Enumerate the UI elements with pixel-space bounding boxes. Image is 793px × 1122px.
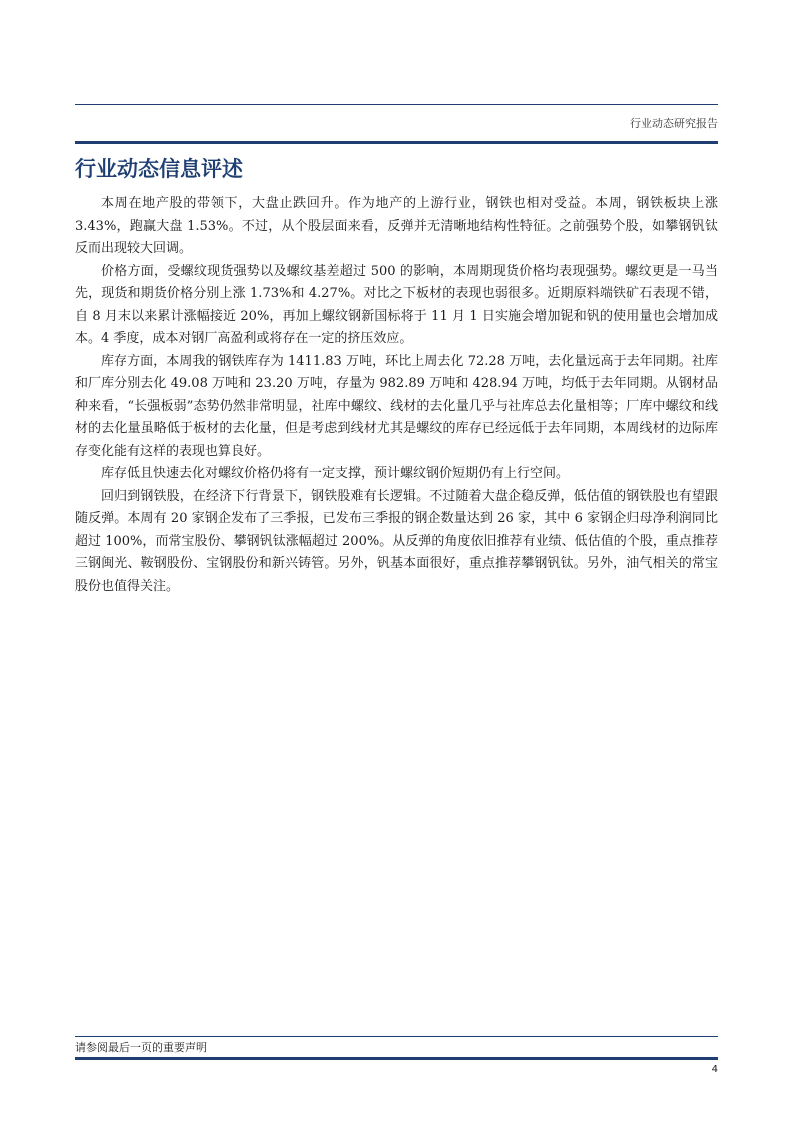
- disclaimer-note: 请参阅最后一页的重要声明: [75, 1041, 207, 1054]
- paragraph-inventory: 库存方面，本周我的钢铁库存为 1411.83 万吨，环比上周去化 72.28 万吨，去化量远高于去年同期。社库和厂库分别去化 49.08 万吨和 23.20 万吨，存量为 982.89 万吨和 428.94 万吨，均低于去年同期。从钢材品种来看，“长强板弱”态势仍然非常明显，社库中螺纹、线材的去化量几乎与社库总去化量相等；厂库中螺纹和线材的去化量虽略低于板材的去化量，但是考虑到线材尤其是螺纹的库存已经远低于去年同期，本周线材的边际库存变化能有这样的表现也算良好。: [75, 353, 718, 459]
- header-rule-thick: [75, 141, 718, 144]
- footer-rule-thick: [75, 1057, 718, 1060]
- paragraph-price: 价格方面，受螺纹现货强势以及螺纹基差超过 500 的影响，本周期现货价格均表现强势。螺纹更是一马当先，现货和期货价格分别上涨 1.73%和 4.27%。对比之下板材的表现也弱很多。近期原料端铁矿石表现不错，自 8 月末以来累计涨幅接近 20%，再加上螺纹钢新国标将于 11 月 1 日实施会增加铌和钒的使用量也会增加成本。4 季度，成本对钢厂高盈利或将存在一定的挤压效应。: [75, 263, 718, 346]
- paragraph-market-overview: 本周在地产股的带领下，大盘止跌回升。作为地产的上游行业，钢铁也相对受益。本周，钢铁板块上涨 3.43%，跑赢大盘 1.53%。不过，从个股层面来看，反弹并无清晰地结构性特征。之前强势个股，如攀钢钒钛反而出现较大回调。: [75, 196, 718, 256]
- report-type-label: 行业动态研究报告: [630, 117, 718, 130]
- paragraph-outlook: 库存低且快速去化对螺纹价格仍将有一定支撑，预计螺纹钢价短期仍有上行空间。: [101, 466, 570, 481]
- header-rule-thin: [75, 104, 718, 105]
- paragraph-stock-recommendation: 回归到钢铁股，在经济下行背景下，钢铁股难有长逻辑。不过随着大盘企稳反弹，低估值的钢铁股也有望跟随反弹。本周有 20 家钢企发布了三季报，已发布三季报的钢企数量达到 26 家，其中 6 家钢企归母净利润同比超过 100%，而常宝股份、攀钢钒钛涨幅超过 200%。从反弹的角度依旧推荐有业绩、低估值的个股，重点推荐三钢闽光、鞍钢股份、宝钢股份和新兴铸管。另外，钒基本面很好，重点推荐攀钢钒钛。另外，油气相关的常宝股份也值得关注。: [75, 488, 718, 594]
- body-text: [75, 193, 718, 598]
- section-title: 行业动态信息评述: [75, 157, 243, 181]
- page-number: 4: [711, 1064, 718, 1075]
- footer-rule-thin: [75, 1036, 718, 1037]
